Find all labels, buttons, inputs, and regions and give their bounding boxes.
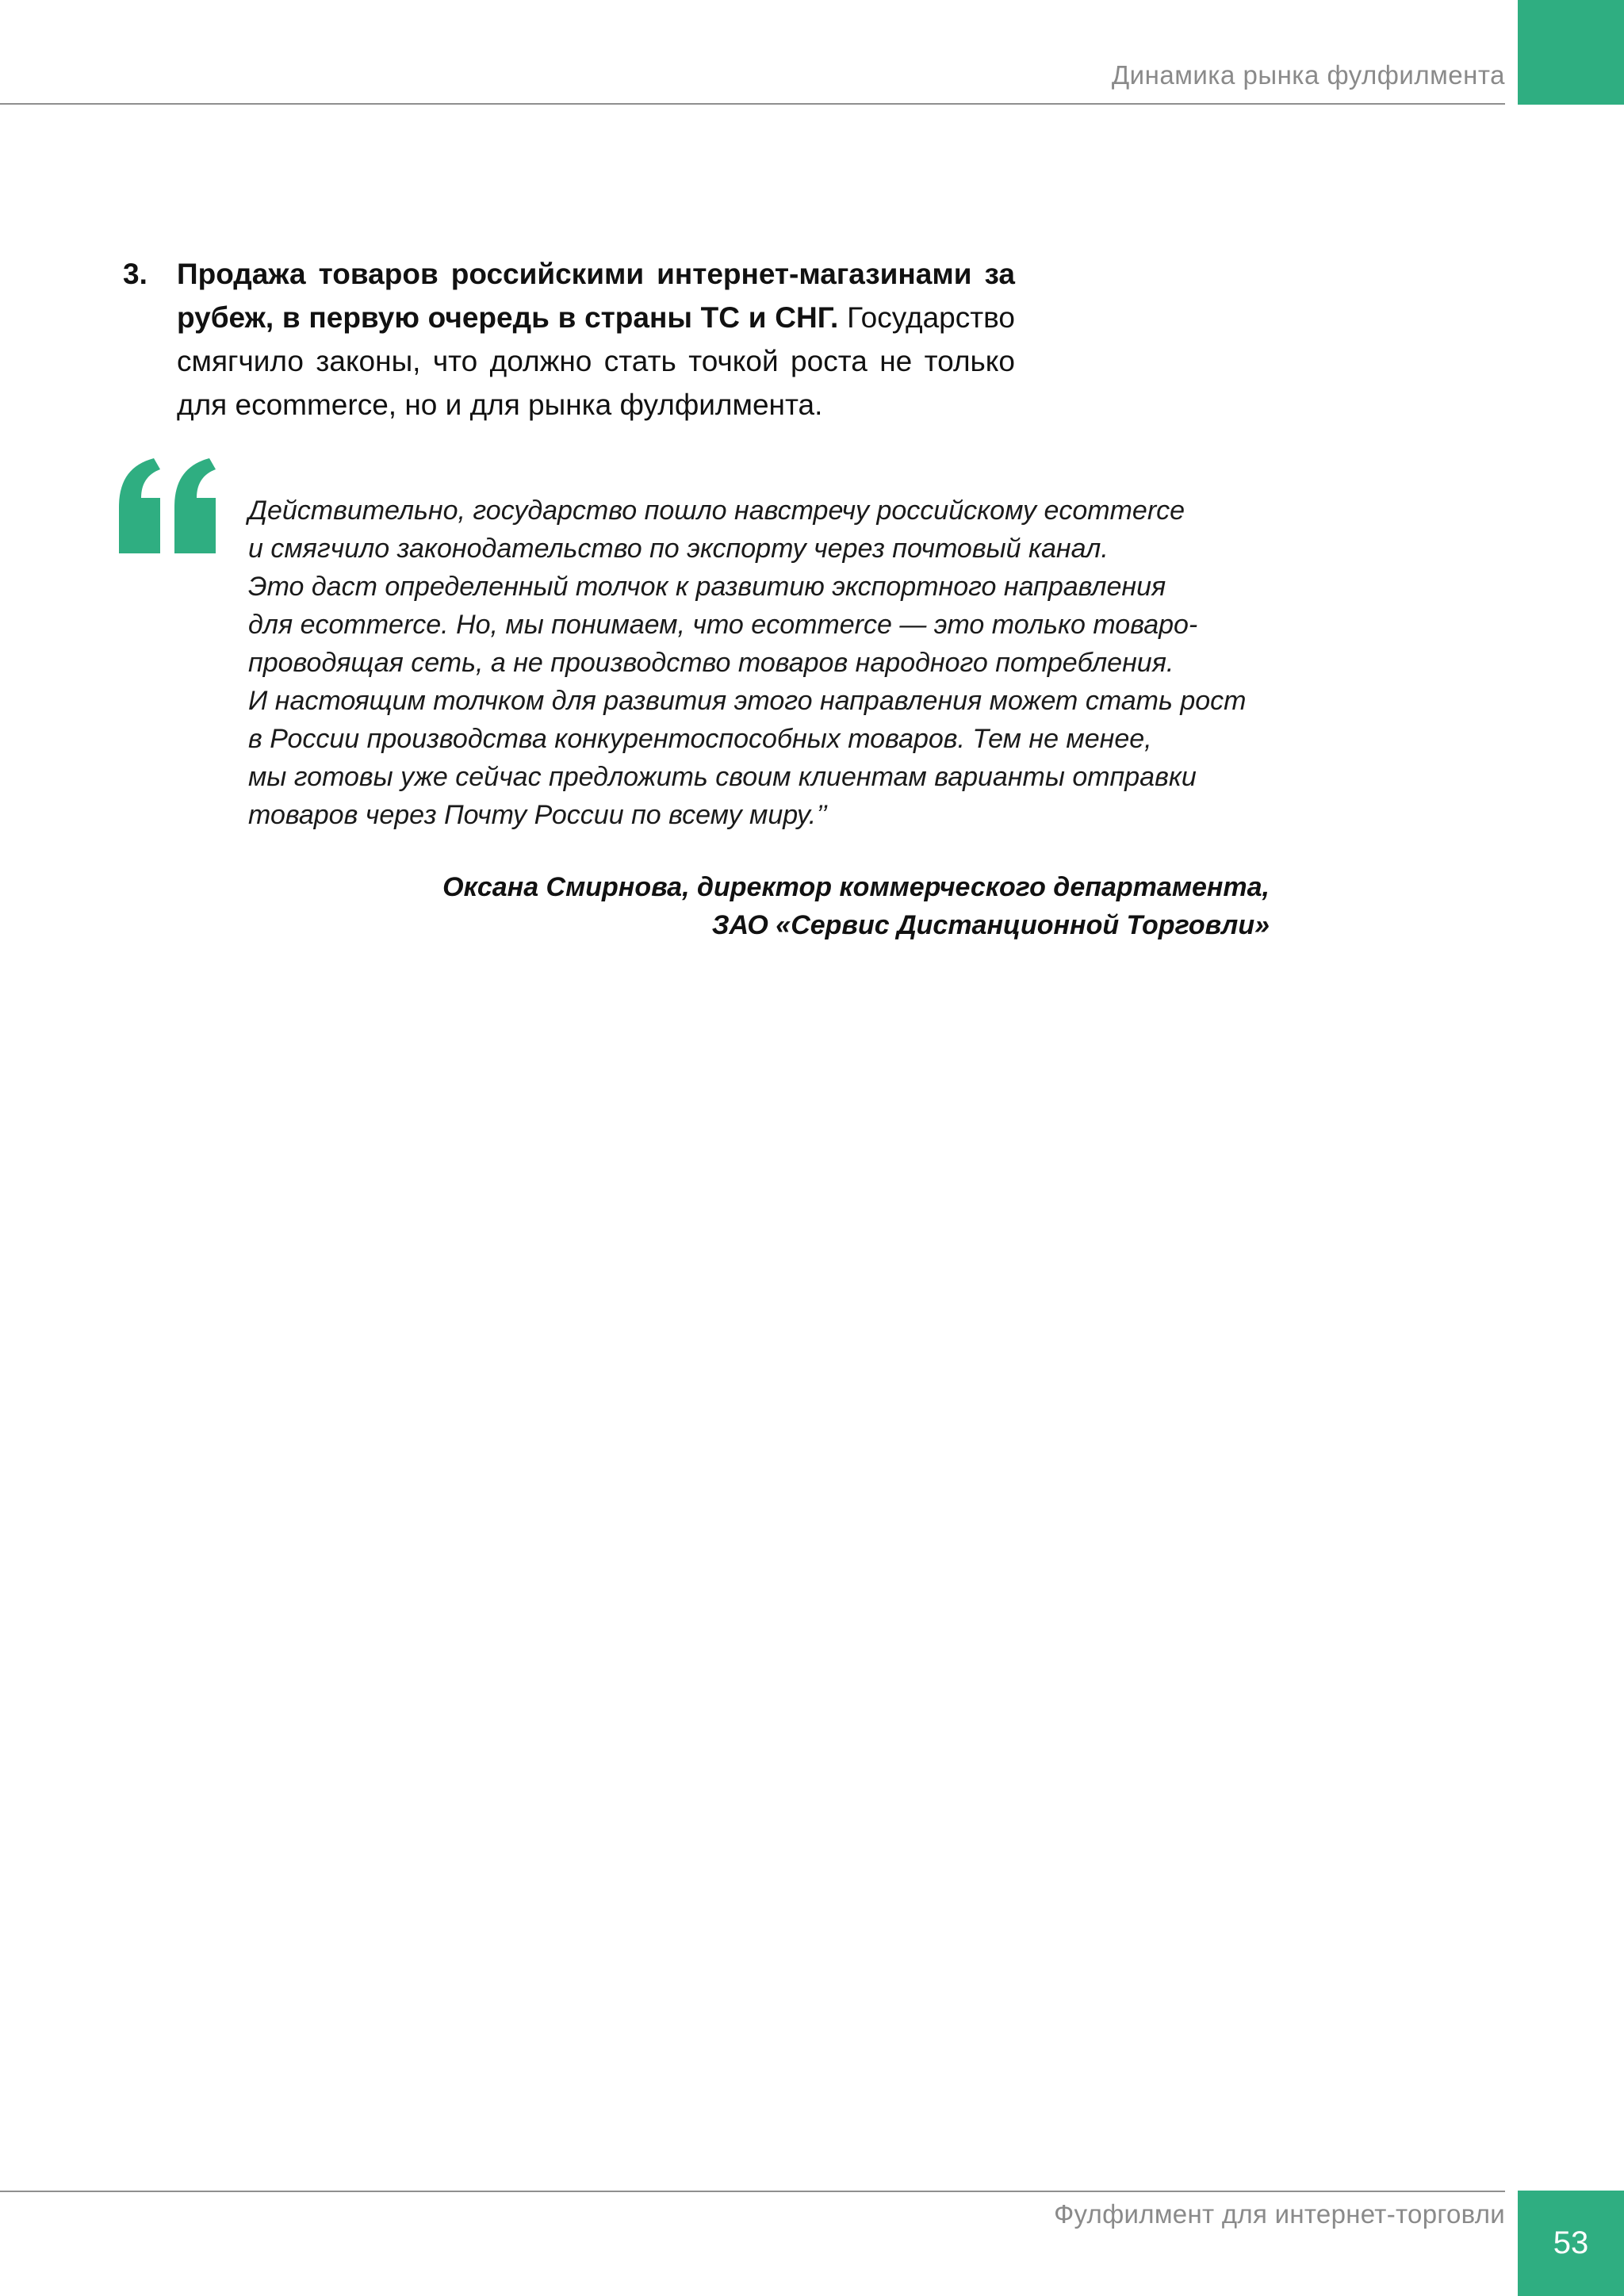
list-regular-text: Государство смягчило законы, что должно стать точкой роста не только для ecommerce, но и для рынка фулфилмента. xyxy=(177,301,1016,421)
quote-line: Действительно, государство пошло навстречу российскому ecommerce xyxy=(248,496,1185,526)
quote-mark-icon xyxy=(119,458,220,553)
page-number: 53 xyxy=(1553,2225,1589,2260)
header-accent-tab xyxy=(1518,0,1624,105)
quote-line: проводящая сеть, а не производство товаров народного потребления. xyxy=(248,648,1174,678)
header-section-title: Динамика рынка фулфилмента xyxy=(1111,60,1505,90)
footer-title: Фулфилмент для интернет-торговли xyxy=(1054,2199,1505,2229)
list-bold-text: Продажа товаров российскими интернет-магазинами за рубеж, в первую очередь в страны ТС и СНГ. xyxy=(177,258,1015,334)
quote-line: и смягчило законодательство по экспорту через почтовый канал. xyxy=(248,534,1109,564)
quote-line: мы готовы уже сейчас предложить своим клиентам варианты отправки xyxy=(248,762,1197,792)
footer-divider xyxy=(0,2191,1505,2192)
numbered-paragraph xyxy=(123,252,1015,427)
quote-line: товаров через Почту России по всему миру.’’ xyxy=(248,800,828,830)
header-divider xyxy=(0,103,1505,105)
footer-accent-tab xyxy=(1518,2191,1624,2296)
quote-author xyxy=(442,868,1270,944)
quote-line: Это даст определенный толчок к развитию экспортного направления xyxy=(248,572,1166,602)
list-body xyxy=(177,252,1015,427)
quote-line: в России производства конкурентоспособных товаров. Тем не менее, xyxy=(248,724,1152,754)
quote-text xyxy=(248,492,1279,834)
quote-author-name: Оксана Смирнова, директор коммерческого департамента, xyxy=(442,872,1270,902)
quote-line: И настоящим толчком для развития этого направления может стать рост xyxy=(248,686,1247,716)
list-number: 3. xyxy=(123,258,147,290)
quote-author-company: ЗАО «Сервис Дистанционной Торговли» xyxy=(711,910,1270,940)
quote-line: для ecommerce. Но, мы понимаем, что ecommerce — это только товаро- xyxy=(248,610,1198,640)
